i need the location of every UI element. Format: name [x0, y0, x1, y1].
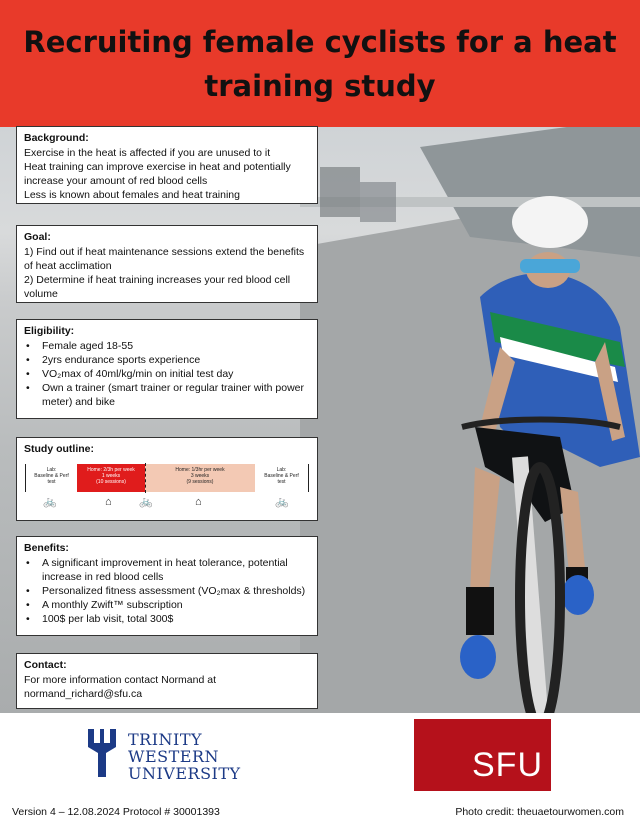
photo-credit-text: Photo credit: theuaetourwomen.com — [455, 806, 624, 818]
section-title: Background: — [24, 132, 89, 144]
list-item: • Personalized fitness assessment (VO₂max & thresholds) — [24, 584, 310, 598]
home-icon: ⌂ — [195, 496, 202, 508]
version-text: Version 4 – 12.08.2024 Protocol # 30001393 — [12, 806, 220, 818]
list-item: • 2yrs endurance sports experience — [24, 353, 310, 367]
page-title: Recruiting female cyclists for a heat training study — [23, 25, 617, 103]
eligibility-list — [24, 339, 310, 409]
goal-section — [16, 225, 318, 303]
timeline-segment-lab-baseline: Lab: Baseline & Perf test — [25, 464, 77, 492]
sfu-logo — [414, 719, 551, 791]
twu-name-line: TRINITY — [128, 730, 203, 749]
sfu-logo-text: SFU — [472, 746, 543, 784]
section-title: Eligibility: — [24, 325, 75, 337]
twu-logo — [84, 721, 244, 787]
timeline-segment-home-maintenance: Home: 1/3hr per week 3 weeks (9 sessions) — [145, 464, 255, 492]
goal-line: 2) Determine if heat training increases your red blood cell volume — [24, 274, 291, 300]
study-outline-section — [16, 437, 318, 521]
list-item: • A monthly Zwift™ subscription — [24, 598, 310, 612]
section-title: Study outline: — [24, 443, 94, 455]
section-title: Benefits: — [24, 542, 69, 554]
section-title: Goal: — [24, 231, 51, 243]
twu-name-line: WESTERN — [128, 747, 219, 766]
contact-line: For more information contact Normand at — [24, 674, 216, 686]
background-section — [16, 126, 318, 204]
background-line: Heat training can improve exercise in heat and potentially increase your amount of red blood cells — [24, 161, 291, 187]
timeline-segment-lab-final: Lab: Baseline & Perf test — [255, 464, 309, 492]
header-banner — [0, 0, 640, 127]
timeline-divider — [145, 463, 146, 493]
list-item: • A significant improvement in heat tolerance, potential increase in red blood cells — [24, 556, 310, 584]
list-item: • Female aged 18-55 — [24, 339, 310, 353]
goal-line: 1) Find out if heat maintenance sessions extend the benefits of heat acclimation — [24, 246, 305, 272]
benefits-section — [16, 536, 318, 636]
list-item: • 100$ per lab visit, total 300$ — [24, 612, 310, 626]
eligibility-section — [16, 319, 318, 419]
contact-section — [16, 653, 318, 709]
timeline-segment-home-acclimation: Home: 2/3h per week 1 weeks (10 sessions) — [77, 464, 145, 492]
list-item: • VO₂max of 40ml/kg/min on initial test day — [24, 367, 310, 381]
bike-icon: 🚲 — [139, 496, 153, 508]
background-line: Exercise in the heat is affected if you are unused to it — [24, 147, 271, 159]
twu-crest-icon — [84, 725, 120, 781]
logos-bar — [0, 713, 640, 795]
timeline-bar — [25, 464, 309, 492]
home-icon: ⌂ — [105, 496, 112, 508]
benefits-list — [24, 556, 310, 626]
bike-icon: 🚲 — [43, 496, 57, 508]
twu-name-line: UNIVERSITY — [128, 764, 241, 783]
section-title: Contact: — [24, 659, 67, 671]
contact-email-link[interactable]: normand_richard@sfu.ca — [24, 688, 143, 700]
list-item: • Own a trainer (smart trainer or regular trainer with power meter) and bike — [24, 381, 310, 409]
bike-icon: 🚲 — [275, 496, 289, 508]
background-line: Less is known about females and heat training — [24, 189, 240, 201]
